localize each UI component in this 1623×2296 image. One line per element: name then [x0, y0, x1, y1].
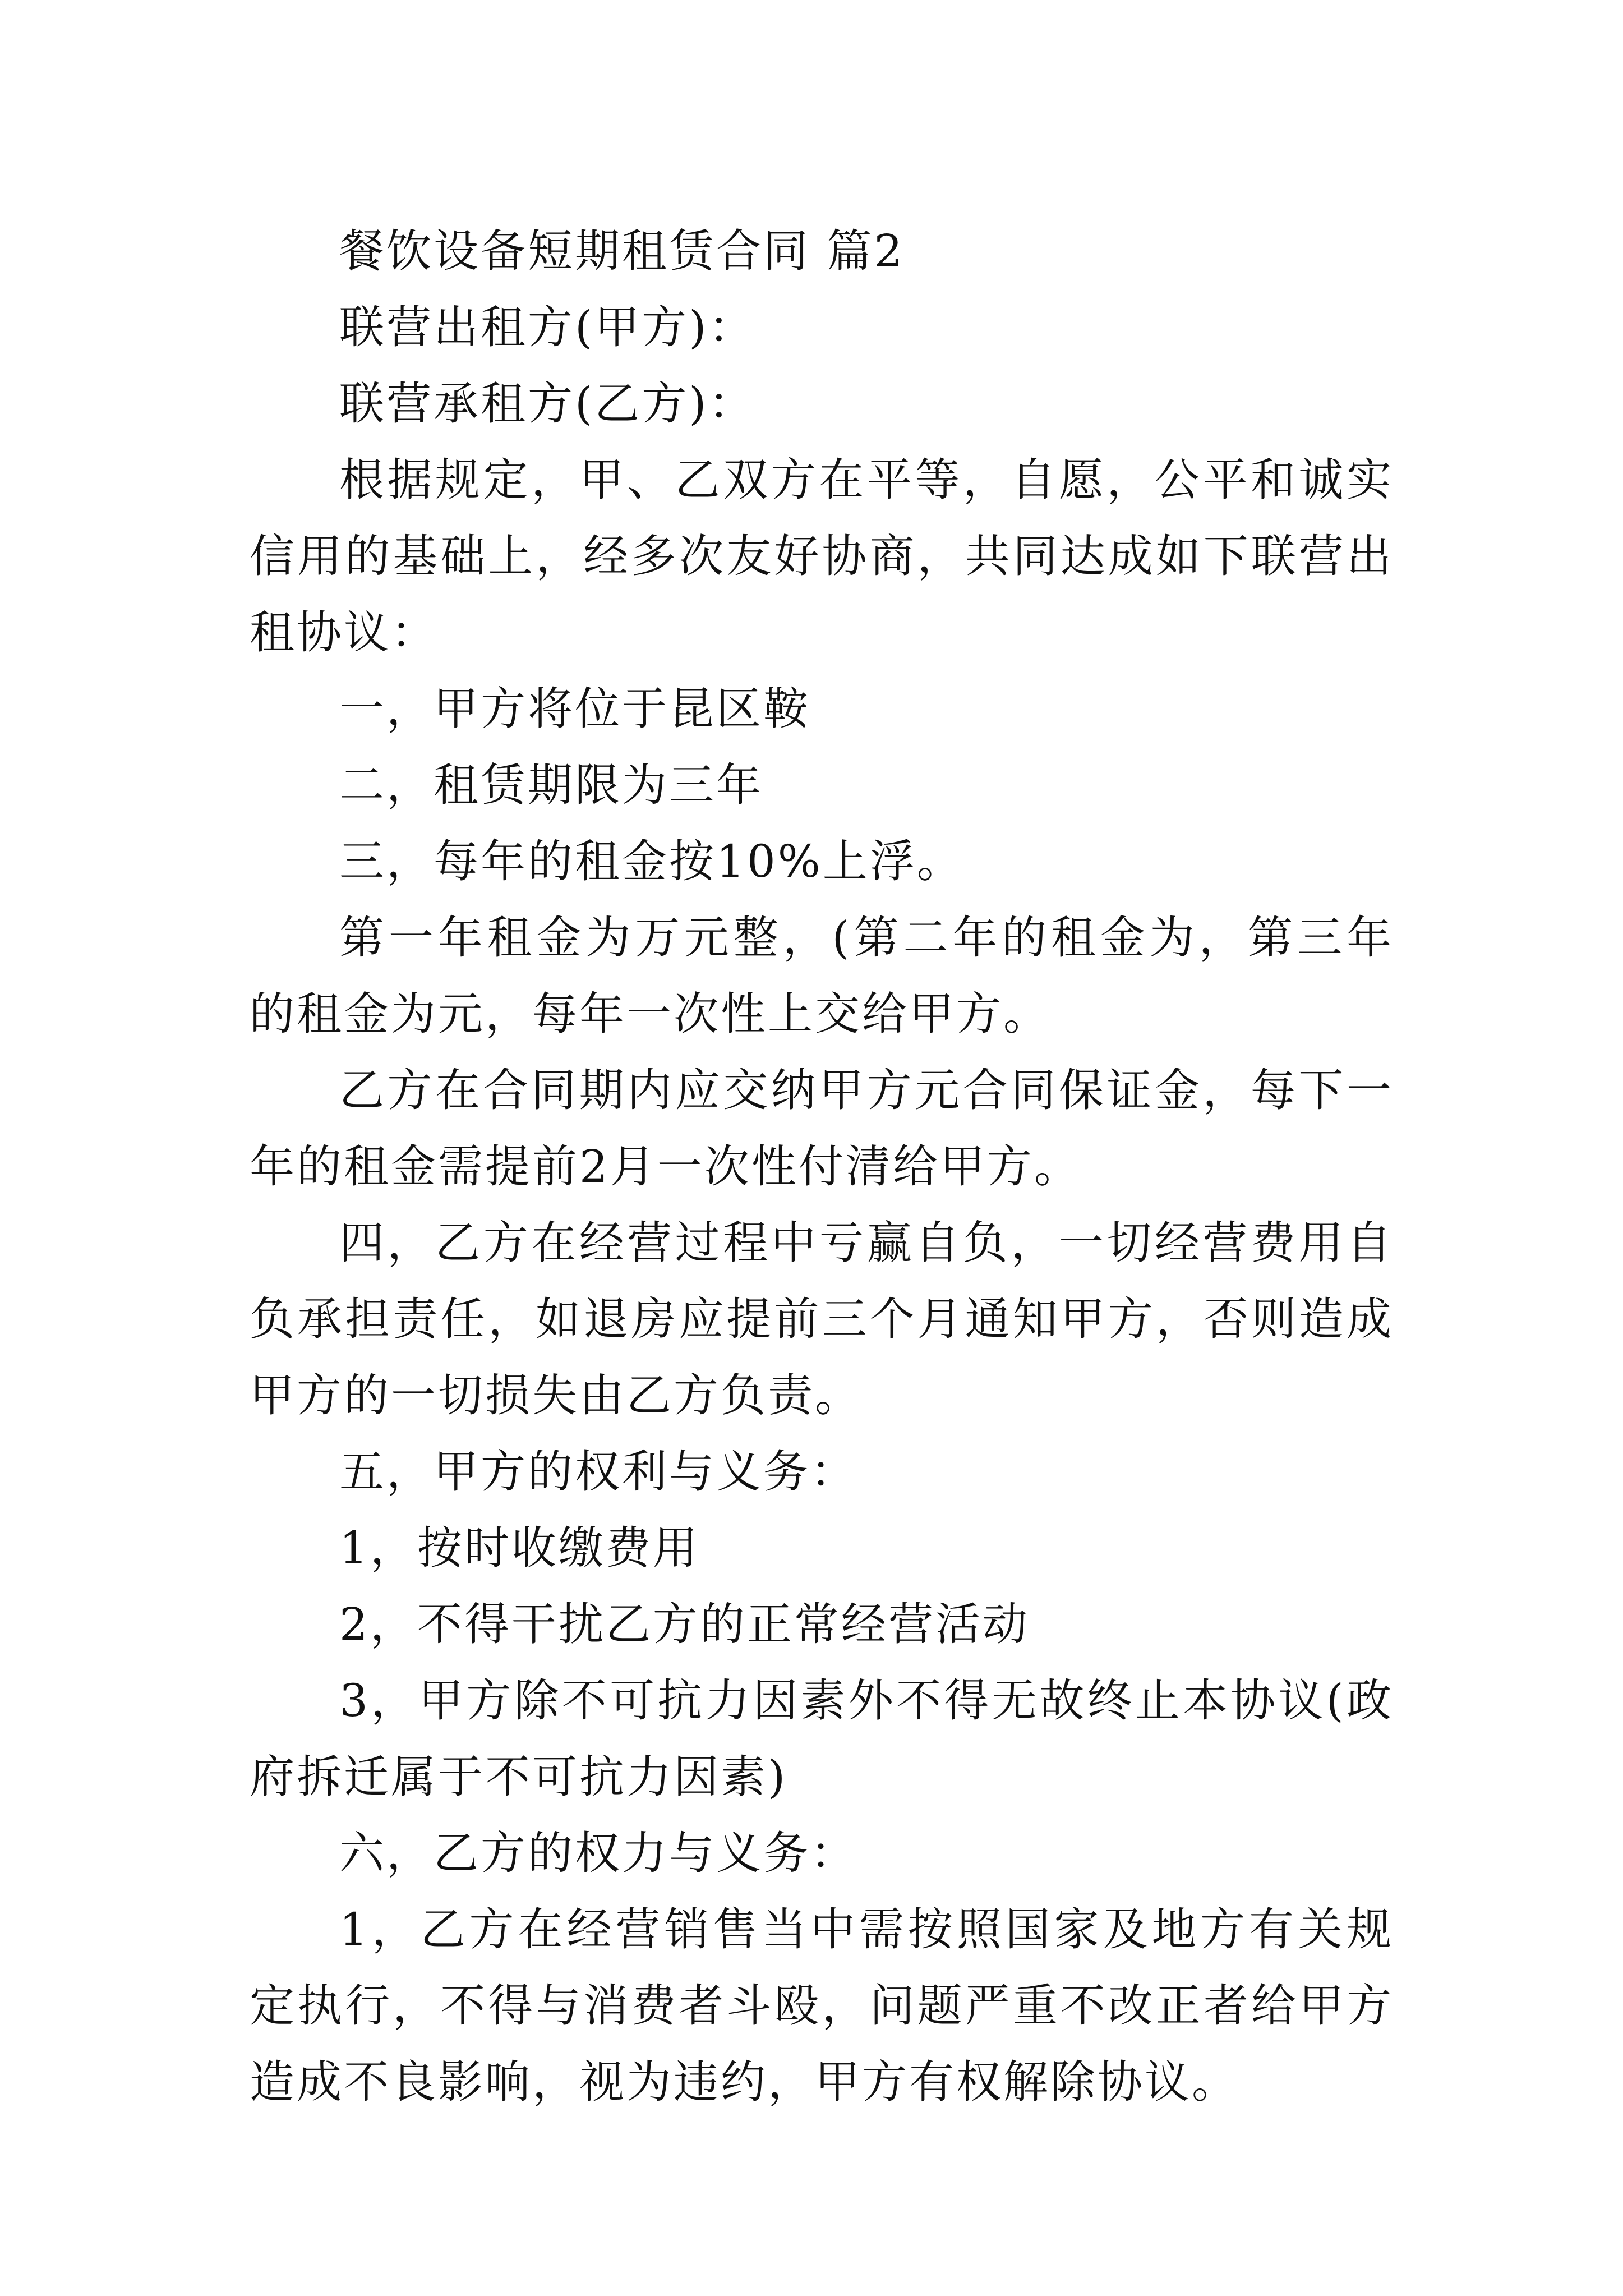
lessor-line: 联营出租方(甲方)： — [339, 301, 756, 353]
rent-paragraph: 第一年租金为万元整，(第二年的租金为，第三年的租金为元，每年一次性上交给甲方。 — [250, 912, 1394, 1040]
document-body — [250, 213, 1394, 2120]
deposit-paragraph: 乙方在合同期内应交纳甲方元合同保证金，每下一年的租金需提前2月一次性付清给甲方。 — [250, 1064, 1394, 1193]
clause-6-heading: 六，乙方的权力与义务： — [339, 1827, 857, 1879]
clause-2: 二，租赁期限为三年 — [339, 759, 763, 811]
clause-5-item-2: 2，不得干扰乙方的正常经营活动 — [339, 1598, 1030, 1650]
clause-5-item-1: 1，按时收缴费用 — [339, 1522, 700, 1574]
document-title: 餐饮设备短期租赁合同 篇2 — [339, 225, 905, 277]
clause-4: 四，乙方在经营过程中亏赢自负，一切经营费用自负承担责任，如退房应提前三个月通知甲方，否则造成甲方的一切损失由乙方负责。 — [250, 1217, 1394, 1421]
clause-5-item-3: 3，甲方除不可抗力因素外不得无故终止本协议(政府拆迁属于不可抗力因素) — [250, 1674, 1394, 1803]
clause-3: 三，每年的租金按10%上浮。 — [339, 835, 964, 887]
clause-5-heading: 五，甲方的权利与义务： — [339, 1446, 857, 1498]
lessee-line: 联营承租方(乙方)： — [339, 378, 756, 430]
clause-1: 一，甲方将位于昆区鞍 — [339, 683, 810, 735]
clause-6-item-1: 1，乙方在经营销售当中需按照国家及地方有关规定执行，不得与消费者斗殴，问题严重不改正者给甲方造成不良影响，视为违约，甲方有权解除协议。 — [250, 1903, 1394, 2108]
preamble-paragraph: 根据规定，甲、乙双方在平等，自愿，公平和诚实信用的基础上，经多次友好协商，共同达成如下联营出租协议： — [250, 454, 1394, 659]
